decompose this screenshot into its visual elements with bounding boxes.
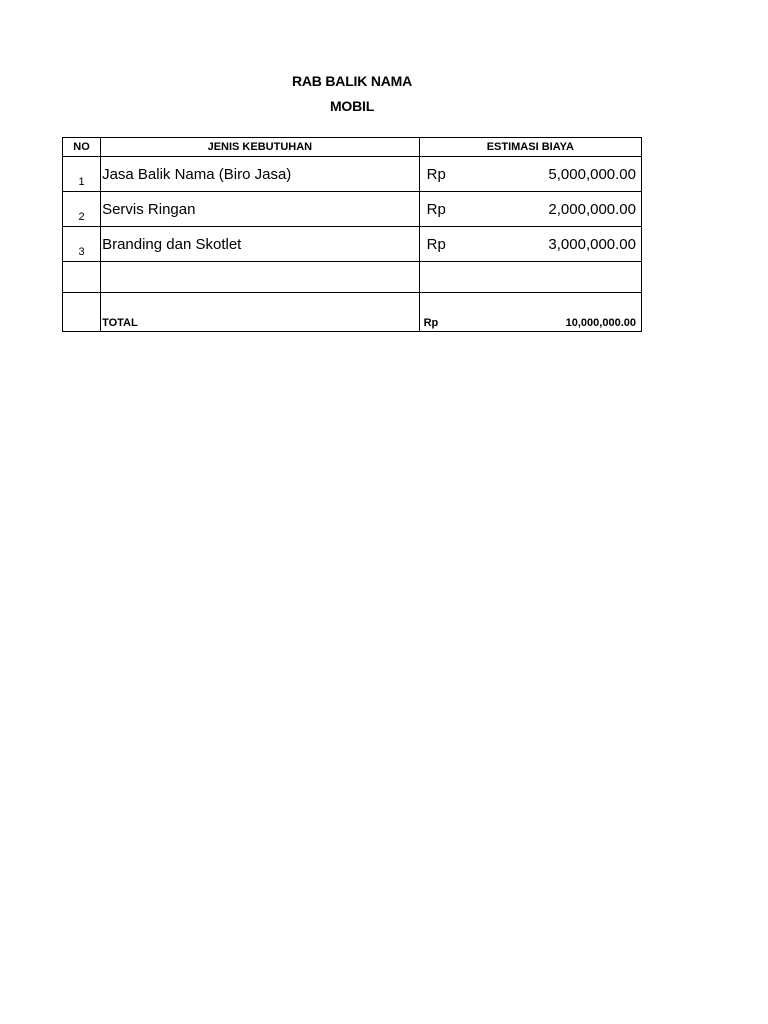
- row-currency: Rp: [426, 165, 446, 183]
- empty-cell: [101, 262, 420, 293]
- header-estimasi-biaya: ESTIMASI BIAYA: [419, 138, 641, 157]
- row-item-name: Branding dan Skotlet: [101, 227, 420, 262]
- row-item-name: Servis Ringan: [101, 192, 420, 227]
- row-number: 3: [63, 227, 101, 262]
- header-no: NO: [63, 138, 101, 157]
- table-row: [63, 192, 642, 227]
- row-currency: Rp: [426, 200, 446, 218]
- row-cost-cell: [419, 157, 641, 192]
- document-subtitle: MOBIL: [329, 98, 375, 114]
- row-item-name: Jasa Balik Nama (Biro Jasa): [101, 157, 420, 192]
- row-currency: Rp: [426, 235, 446, 253]
- table-row-empty: [63, 262, 642, 293]
- total-no-cell: [63, 293, 101, 332]
- total-row: [63, 293, 642, 332]
- total-cost-cell: [419, 293, 641, 332]
- total-amount: 10,000,000.00: [565, 317, 636, 329]
- budget-table: [62, 137, 642, 332]
- total-currency: Rp: [423, 317, 439, 329]
- row-amount: 3,000,000.00: [548, 235, 636, 253]
- row-number: 2: [63, 192, 101, 227]
- table-row: [63, 157, 642, 192]
- row-cost-cell: [419, 227, 641, 262]
- empty-cell: [63, 262, 101, 293]
- document-title: RAB BALIK NAMA: [291, 73, 413, 89]
- row-amount: 5,000,000.00: [548, 165, 636, 183]
- table-row: [63, 227, 642, 262]
- total-label: TOTAL: [101, 293, 420, 332]
- header-jenis-kebutuhan: JENIS KEBUTUHAN: [101, 138, 420, 157]
- row-cost-cell: [419, 192, 641, 227]
- row-amount: 2,000,000.00: [548, 200, 636, 218]
- table-header-row: [63, 138, 642, 157]
- empty-cell: [419, 262, 641, 293]
- row-number: 1: [63, 157, 101, 192]
